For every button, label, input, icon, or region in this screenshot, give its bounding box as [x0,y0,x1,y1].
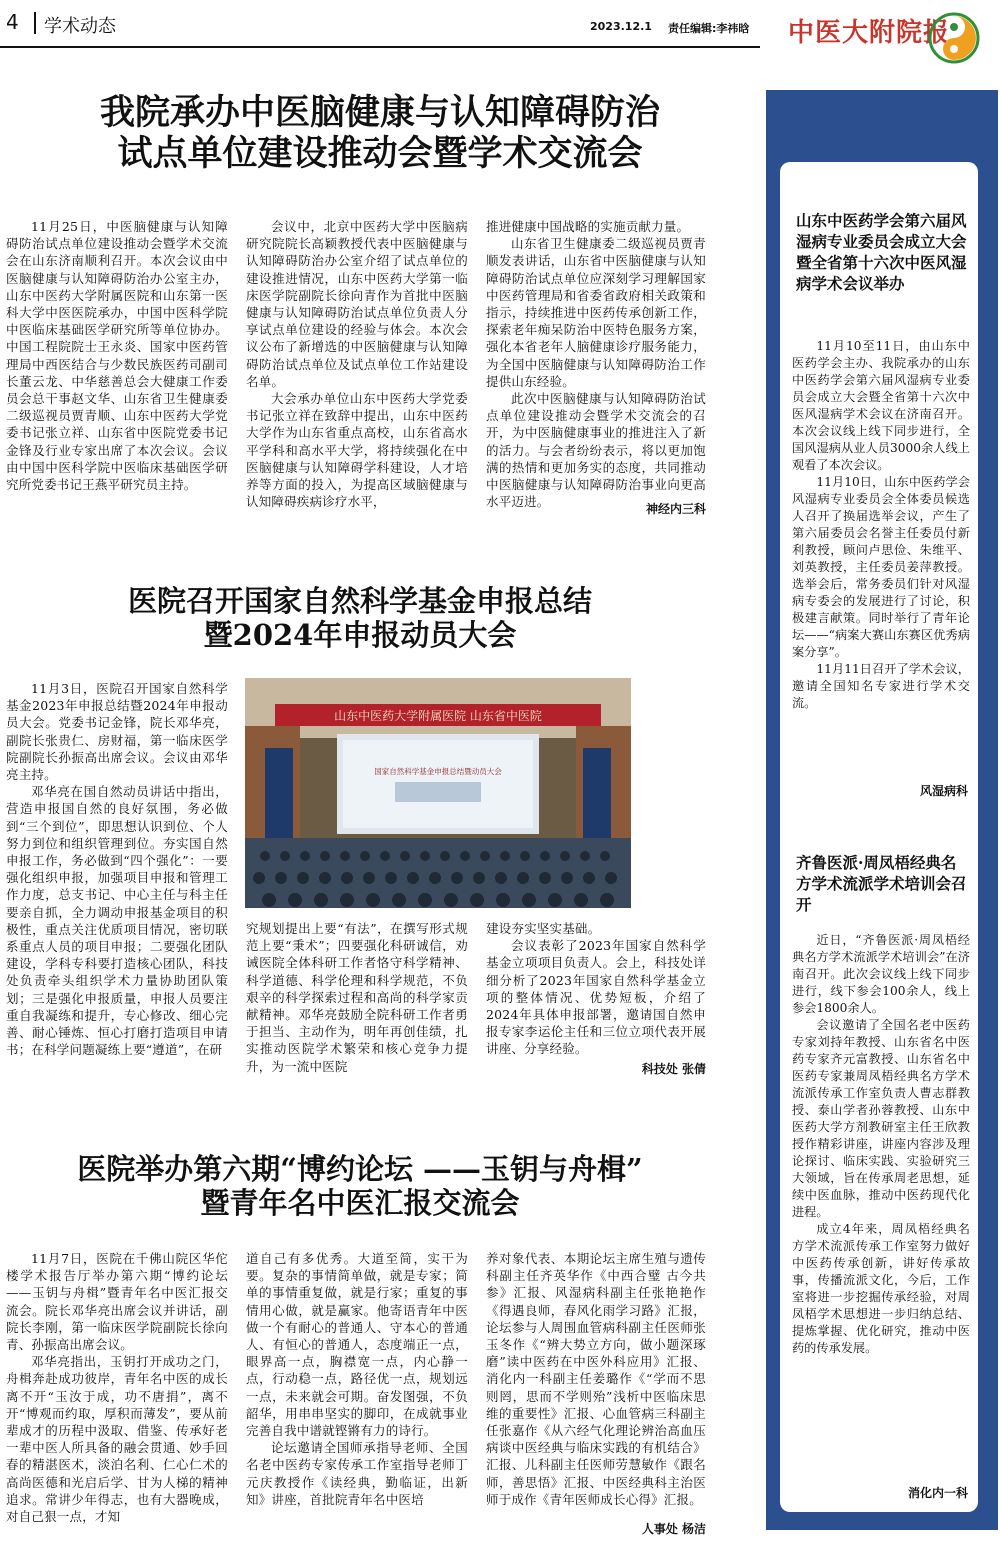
article2-headline [0,584,720,652]
responsible-editor: 责任编辑:李祎晗 [668,22,750,35]
sidebar-story2-title: 齐鲁医派·周凤梧经典名方学术流派学术培训会召开 [796,853,967,914]
article1-paragraph: 大会承办单位山东中医药大学党委书记张立祥在致辞中提出，山东中医药大学作为山东省重点高校，山东省高水平学科和高水平大学，将持续强化在中医脑健康与认知障碍学科建设，人才培养等方面的投入，为提高区域脑健康与认知障碍疾病诊疗水平， [246,391,468,510]
article2-paragraph: 究规划提出上要“有法”，在撰写形式规范上要“秉术”；四要强化科研诚信，劝诫医院全体科研工作者恪守科学精神、科学道德、科学伦理和科学规范，不负艰辛的科学探索过程和高尚的科学家贡献精神。邓华亮鼓励全院科研工作者勇于担当、主动作为，明年再创佳绩，扎实推动医院学术繁荣和核心竞争力提升，为一流中医院 [246,921,468,1074]
article1-column2 [246,218,468,510]
article1-byline: 神经内三科 [645,502,706,516]
article1-headline-line1: 我院承办中医脑健康与认知障碍防治 [99,92,660,133]
section-name: 学术动态 [44,16,116,37]
photo-screen-text: 国家自然科学基金申报总结暨动员大会 [374,767,502,776]
sidebar-story1-paragraph: 11月10日，山东中医药学会风湿病专业委员会全体委员候选人召开了换届选举会议，产生了第六届委员会名誉主任委员付新利教授，顾问卢思俭、朱维平、刘英教授，主任委员姜萍教授。选举会后，常务委员们针对风湿病专委会的发展进行了讨论，积极建言献策。同时举行了青年论坛——“病案大赛山东赛区优秀病案分享”。 [792,475,970,659]
meeting-photo [245,678,631,908]
article3-paragraph: 道自己有多优秀。大道至简，实干为要。复杂的事情简单做，就是专家；简单的事情重复做，就是行家；重复的事情用心做，就是赢家。他寄语青年中医做一个有耐心的普通人、守本心的普通人、有恒心的普通人，态度端正一点，眼界高一点，胸襟宽一点，内心静一点，行动稳一点，路径优一点，规划远一点，未来就会可期。奋发图强，不负韶华，用串串坚实的脚印，在成就事业完善自我中谱就铿锵有力的诗行。 [246,1251,468,1439]
article3-paragraph: 11月7日，医院在千佛山院区华佗楼学术报告厅举办第六期“博约论坛——玉钥与舟楫”暨青年名中医汇报交流会。院长邓华亮出席会议并讲话，副院长李刚，第一临床医学院副院长徐向青、孙振高出席会议。 [6,1251,228,1353]
sidebar-story1-paragraph: 11月10至11日，由山东中医药学会主办、我院承办的山东中医药学会第六届风湿病专业委员会成立大会暨全省第十六次中医风湿病学术会议在济南召开。本次会议线上线下同步进行，全国风湿病从业人员3000余人线上观看了本次会议。 [792,339,970,472]
article3-column1 [6,1250,228,1525]
sidebar-story2-paragraph: 会议邀请了全国名老中医药专家刘持年教授、山东省名中医药专家齐元富教授、山东省名中医药专家兼周凤梧经典名方学术流派传承工作室负责人曹志群教授、泰山学者孙蓉教授、山东中医药大学方剂教研室主任王欣教授作精彩讲座，讲座内容涉及理论探讨、临床实践、实验研究三大领域，旨在传承周老思想，延续中医血脉，推动中医药现代化进程。 [792,1018,970,1219]
article3-headline-line1: 医院举办第六期“博约论坛 ——玉钥与舟楫” [77,1152,643,1186]
sidebar-inner [780,162,978,1512]
photo-banner-text: 山东中医药大学附属医院 山东省中医院 [334,709,542,723]
header-divider [34,12,36,34]
article1-paragraph: 山东省卫生健康委二级巡视员贾青顺发表讲话，山东省中医脑健康与认知障碍防治试点单位应深刻学习理解国家中医药管理局和省委省政府相关政策和指示，持续推进中医药传承创新工作，探索老年痴呆防治中医特色服务方案，强化本省老年人脑健康诊疗服务能力，为全国中医脑健康与认知障碍防治工作提供山东经验。 [486,236,706,389]
article1-column3 [486,218,706,510]
sidebar-story2-byline: 消化内一科 [907,1486,968,1500]
article3-column2 [246,1250,468,1508]
article2-paragraph: 邓华亮在国自然动员讲话中指出，营造申报国自然的良好氛围，务必做到“三个到位”，即思想认识到位、个人努力到位和组织管理到位。夯实国自然申报工作，务必做到“四个强化”：一要强化组织申报，加强项目申报和管理工作力度，总支书记、中心主任与科主任要亲自抓，全力调动申报基金项目的积极性，重点关注优质项目情况，密切联系重点人员的项目申报；二要强化团队建设，学科专科要打造核心团队，科技处负责牵头组织学术力量协助团队策划；三是强化申报质量，申报人员要注重自我凝练和提升，专心修改、细心完善、耐心锤炼、恒心打磨打造项目申请书；在科学问题凝练上要“遵道”，在研 [6,784,228,1058]
article1-paragraph: 会议中，北京中医药大学中医脑病研究院院长高颖教授代表中医脑健康与认知障碍防治办公室介绍了试点单位的建设推进情况，山东中医药大学第一临床医学院副院长徐向青作为首批中医脑健康与认知障碍防治试点单位负责人分享试点单位建设的经验与体会。本次会议公布了新增选的中医脑健康与认知障碍防治试点单位及试点单位工作站建设名单。 [246,219,468,389]
masthead-logo-icon [928,12,980,64]
sidebar-story1-byline: 风湿病科 [919,784,968,798]
page-number: 4 [6,10,19,34]
article3-headline-line2: 暨青年名中医汇报交流会 [200,1186,520,1221]
article1-paragraph: 11月25日，中医脑健康与认知障碍防治试点单位建设推动会暨学术交流会在山东济南顺利召开。本次会议由中医脑健康与认知障碍防治办公室主办，山东中医药大学附属医院和山东第一医科大学中医医院承办，中国中医科学院中医临床基础医学研究所等单位协办。中国工程院院士王永炎、国家中医药管理局中西医结合与少数民族医药司副司长董云龙、中华慈善总会大健康工作委员会总干事赵文华、山东省卫生健康委二级巡视员贾青顺、山东中医药大学党委书记张立祥、山东省中医院党委书记金锋及行业专家出席了本次会议。会议由中国中医科学院中医临床基础医学研究所党委书记王燕平研究员主持。 [6,219,228,493]
article1-paragraph: 此次中医脑健康与认知障碍防治试点单位建设推动会暨学术交流会的召开，为中医脑健康事业的推进注入了新的活力。与会者纷纷表示，将以更加饱满的热情和更加务实的态度，共同推动中医脑健康与认知障碍防治事业向更高水平迈进。 [486,391,706,510]
article3-paragraph: 论坛邀请全国师承指导老师、全国名老中医药专家传承工作室指导老师丁元庆教授作《读经典，勤临证，出新知》讲座，首批院青年名中医培 [246,1440,468,1507]
masthead-title: 中医大附院报 [788,18,951,48]
header-rule [0,46,760,48]
article1-column1 [6,218,228,493]
article2-paragraph: 会议表彰了2023年国家自然科学基金立项项目负责人。会上，科技处详细分析了2023年国家自然科学基金立项的整体情况、优势短板，介绍了2024年具体申报部署，邀请国自然申报专家李运伦主任和三位立项代表开展讲座、分享经验。 [486,938,706,1057]
article1-paragraph: 推进健康中国战略的实施贡献力量。 [486,219,690,234]
sidebar-story2-paragraph: 近日，“齐鲁医派·周凤梧经典名方学术流派学术培训会”在济南召开。此次会议线上线下同步进行，线下参会100余人，线上参会1800余人。 [792,933,970,1015]
sidebar-story1-paragraph: 11月11日召开了学术会议，邀请全国知名专家进行学术交流。 [792,662,970,710]
article2-paragraph: 建设夯实坚实基础。 [486,921,601,936]
article3-headline [0,1152,720,1220]
article2-headline-line2: 暨2024年申报动员大会 [203,618,517,653]
article2-byline: 科技处 张倩 [641,1062,706,1076]
sidebar-story2-body [792,932,970,1357]
article3-byline: 人事处 杨洁 [641,1522,706,1536]
issue-date: 2023.12.1 [590,20,652,33]
article3-column3 [486,1250,706,1508]
article2-column3 [486,920,706,1058]
meeting-photo-image [245,678,631,908]
page-header [0,0,1000,68]
article1-headline [0,92,760,175]
sidebar-story1-title: 山东中医药学会第六届风湿病专业委员会成立大会暨全省第十六次中医风湿病学术会议举办 [796,211,967,293]
article3-paragraph: 邓华亮指出，玉钥打开成功之门，舟楫奔赴成功彼岸，青年名中医的成长离不开“玉汝于成，功不唐捐”，离不开“博观而约取，厚积而薄发”，要从前辈成才的历程中汲取、借鉴、传承好老一辈中医人所具备的融会贯通、妙手回春的精湛医术，淡泊名利、仁心仁术的高尚医德和光启后学、甘为人梯的精神追求。常讲少年得志，也有大器晚成，对自己狠一点，才知 [6,1354,228,1525]
article2-headline-line1: 医院召开国家自然科学基金申报总结 [127,584,592,618]
article2-paragraph: 11月3日，医院召开国家自然科学基金2023年申报总结暨2024年申报动员大会。党委书记金锋，院长邓华亮，副院长张贵仁、房财福，第一临床医学院副院长孙振高出席会议。会议由邓华亮主持。 [6,681,228,783]
article1-headline-line2: 试点单位建设推动会暨学术交流会 [117,133,643,175]
article2-column1 [6,680,228,1058]
article2-column2 [246,920,468,1075]
sidebar-panel [766,90,998,1530]
sidebar-story2-paragraph: 成立4年来，周凤梧经典名方学术流派传承工作室努力做好中医药传承创新，讲好传承故事，传播流派文化，今后，工作室将进一步挖掘传承经验，对周凤梧学术思想进一步归纳总结、提炼掌握、优化研究，推动中医药的传承发展。 [792,1222,970,1355]
sidebar-story1-body [792,338,970,712]
article3-paragraph: 养对象代表、本期论坛主席生殖与遗传科副主任齐英华作《中西合璧 古今共参》汇报、风湿病科副主任张艳艳作《得遇良师，春风化雨学习路》汇报，论坛参与人周围血管病科副主任医师张玉冬作《“辨大势立方向，做小题深琢磨”读中医药在中医外科应用》汇报、消化内一科副主任姜璐作《“学而不思则罔，思而不学则殆”浅析中医临床思维的重要性》汇报、心血管病三科副主任张嘉作《从六经气化理论辨治高血压病谈中医经典与临床实践的有机结合》汇报、儿科副主任医师劳慧敏作《跟名师，善思悟》汇报、中医经典科主治医师于成作《青年医师成长心得》汇报。 [486,1251,706,1507]
